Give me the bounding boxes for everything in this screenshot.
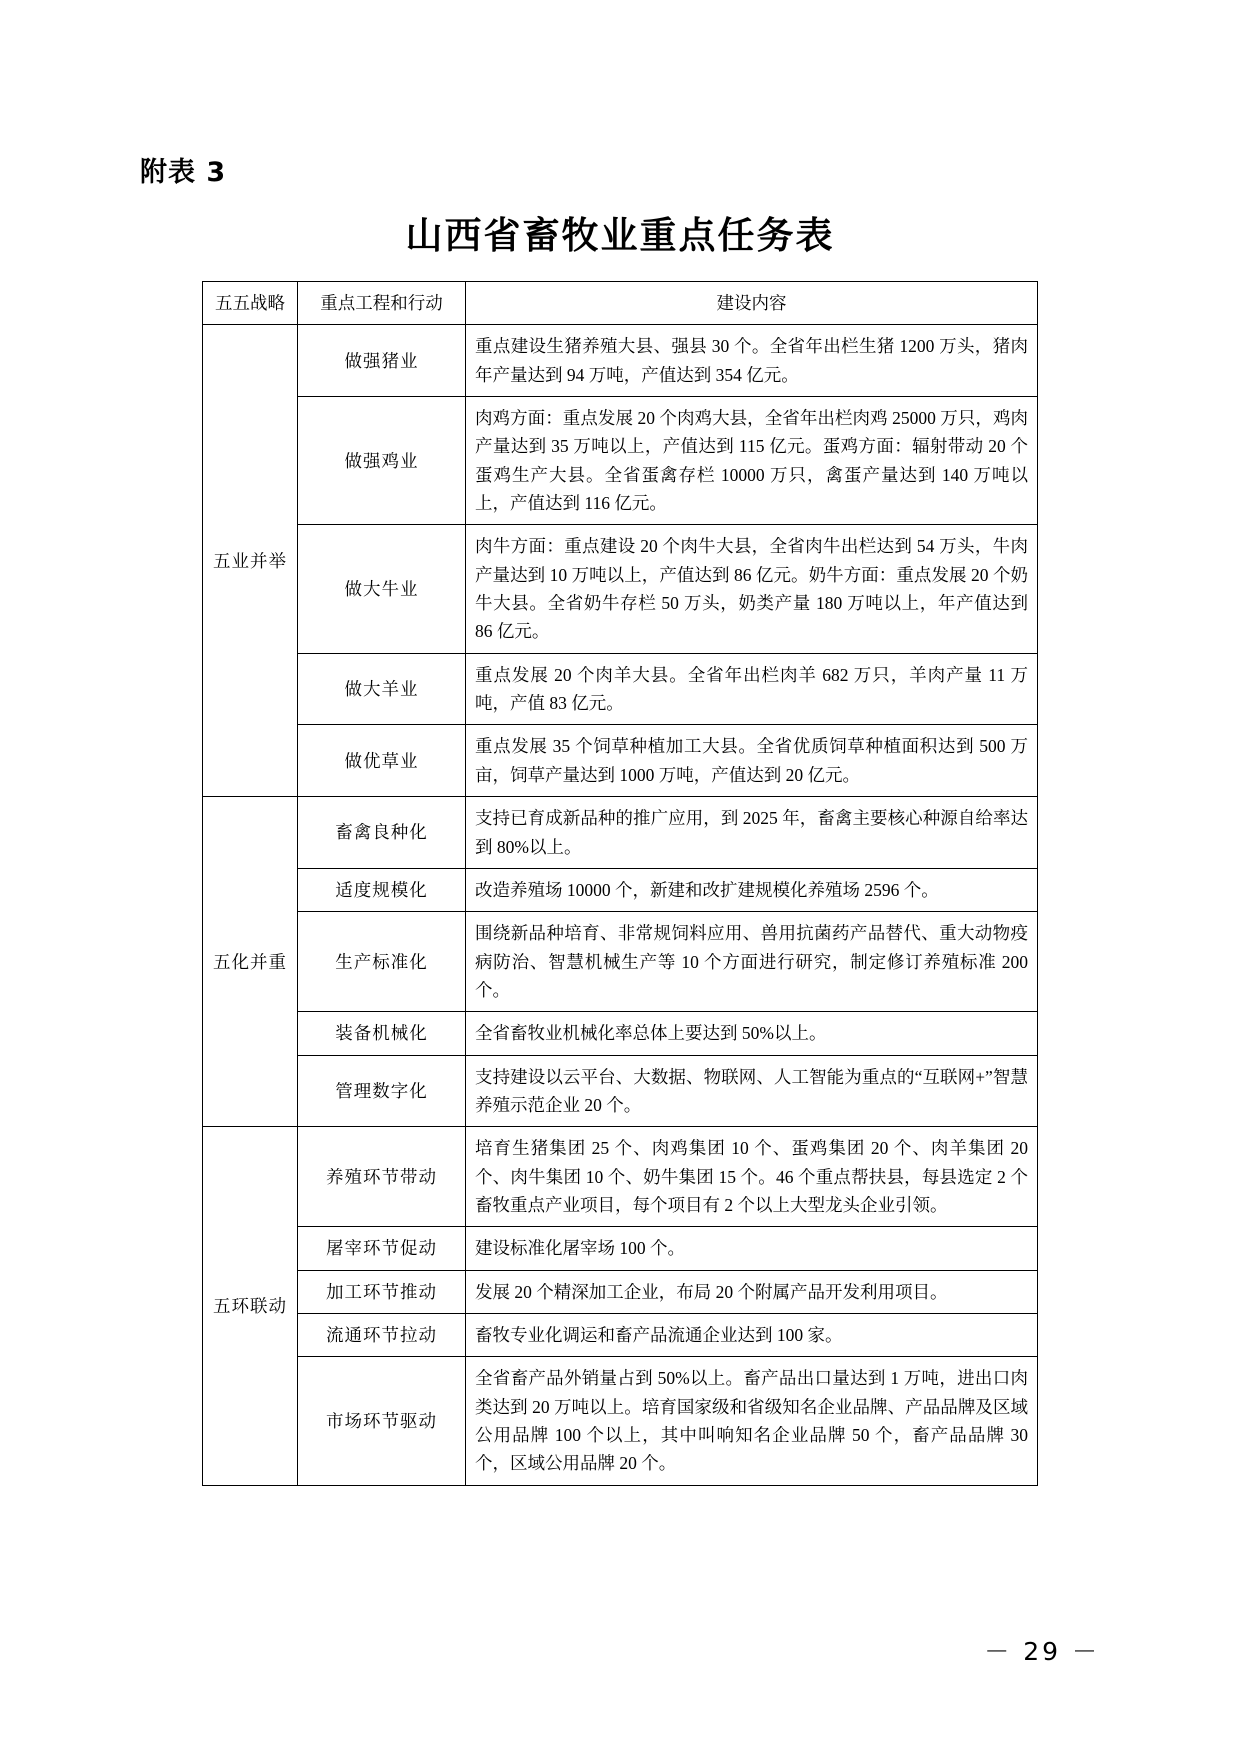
project-cell: 市场环节驱动 [298,1357,466,1485]
table-row [203,397,1038,525]
project-cell: 管理数字化 [298,1055,466,1127]
project-cell: 生产标准化 [298,912,466,1012]
table-row [203,1357,1038,1485]
table-row [203,525,1038,653]
content-cell: 改造养殖场 10000 个，新建和改扩建规模化养殖场 2596 个。 [466,868,1038,911]
table-row [203,1313,1038,1356]
project-cell: 加工环节推动 [298,1270,466,1313]
content-cell: 全省畜牧业机械化率总体上要达到 50%以上。 [466,1012,1038,1055]
column-header-content: 建设内容 [466,282,1038,325]
table-row [203,868,1038,911]
content-cell: 肉牛方面：重点建设 20 个肉牛大县，全省肉牛出栏达到 54 万头，牛肉产量达到 10 万吨以上，产值达到 86 亿元。奶牛方面：重点发展 20 个奶牛大县。全省奶牛存栏 50 万头，奶类产量 180 万吨以上，年产值达到 86 亿元。 [466,525,1038,653]
page-number: － 29 － [984,1637,1100,1666]
project-cell: 做大牛业 [298,525,466,653]
content-cell: 发展 20 个精深加工企业，布局 20 个附属产品开发利用项目。 [466,1270,1038,1313]
column-header-strategy: 五五战略 [203,282,298,325]
content-cell: 肉鸡方面：重点发展 20 个肉鸡大县，全省年出栏肉鸡 25000 万只，鸡肉产量达到 35 万吨以上，产值达到 115 亿元。蛋鸡方面：辐射带动 20 个蛋鸡生产大县。全省蛋禽存栏 10000 万只，禽蛋产量达到 140 万吨以上，产值达到 116 亿元。 [466,397,1038,525]
content-cell: 培育生猪集团 25 个、肉鸡集团 10 个、蛋鸡集团 20 个、肉羊集团 20 个、肉牛集团 10 个、奶牛集团 15 个。46 个重点帮扶县，每县选定 2 个畜牧重点产业项目，每个项目有 2 个以上大型龙头企业引领。 [466,1127,1038,1227]
page-title: 山西省畜牧业重点任务表 [405,214,835,257]
content-cell: 重点发展 35 个饲草种植加工大县。全省优质饲草种植面积达到 500 万亩，饲草产量达到 1000 万吨，产值达到 20 亿元。 [466,725,1038,797]
table-row [203,1055,1038,1127]
project-cell: 养殖环节带动 [298,1127,466,1227]
table-header-row [203,282,1038,325]
content-cell: 重点发展 20 个肉羊大县。全省年出栏肉羊 682 万只，羊肉产量 11 万吨，产值 83 亿元。 [466,653,1038,725]
content-cell: 重点建设生猪养殖大县、强县 30 个。全省年出栏生猪 1200 万头，猪肉年产量达到 94 万吨，产值达到 354 亿元。 [466,325,1038,397]
table-row [203,325,1038,397]
content-cell: 全省畜产品外销量占到 50%以上。畜产品出口量达到 1 万吨，进出口肉类达到 20 万吨以上。培育国家级和省级知名企业品牌、产品品牌及区域公用品牌 100 个以上，其中叫响知名企业品牌 50 个，畜产品品牌 30 个，区域公用品牌 20 个。 [466,1357,1038,1485]
project-cell: 做大羊业 [298,653,466,725]
table-header [203,282,1038,325]
table-body [203,325,1038,1485]
project-cell: 做强猪业 [298,325,466,397]
project-cell: 屠宰环节促动 [298,1227,466,1270]
task-table [202,281,1038,1486]
strategy-cell: 五业并举 [203,325,298,797]
project-cell: 装备机械化 [298,1012,466,1055]
strategy-cell: 五环联动 [203,1127,298,1485]
project-cell: 做优草业 [298,725,466,797]
content-cell: 建设标准化屠宰场 100 个。 [466,1227,1038,1270]
table-row [203,1012,1038,1055]
table-row [203,912,1038,1012]
table-row [203,1227,1038,1270]
content-cell: 支持建设以云平台、大数据、物联网、人工智能为重点的“互联网+”智慧养殖示范企业 20 个。 [466,1055,1038,1127]
project-cell: 做强鸡业 [298,397,466,525]
table-row [203,653,1038,725]
content-cell: 畜牧专业化调运和畜产品流通企业达到 100 家。 [466,1313,1038,1356]
project-cell: 适度规模化 [298,868,466,911]
project-cell: 流通环节拉动 [298,1313,466,1356]
strategy-cell: 五化并重 [203,797,298,1127]
table-row [203,1270,1038,1313]
content-cell: 围绕新品种培育、非常规饲料应用、兽用抗菌药产品替代、重大动物疫病防治、智慧机械生产等 10 个方面进行研究，制定修订养殖标准 200 个。 [466,912,1038,1012]
column-header-project: 重点工程和行动 [298,282,466,325]
table-row [203,797,1038,869]
attachment-label: 附表 3 [140,157,227,188]
table-row [203,725,1038,797]
table-row [203,1127,1038,1227]
content-cell: 支持已育成新品种的推广应用，到 2025 年，畜禽主要核心种源自给率达到 80%以上。 [466,797,1038,869]
project-cell: 畜禽良种化 [298,797,466,869]
